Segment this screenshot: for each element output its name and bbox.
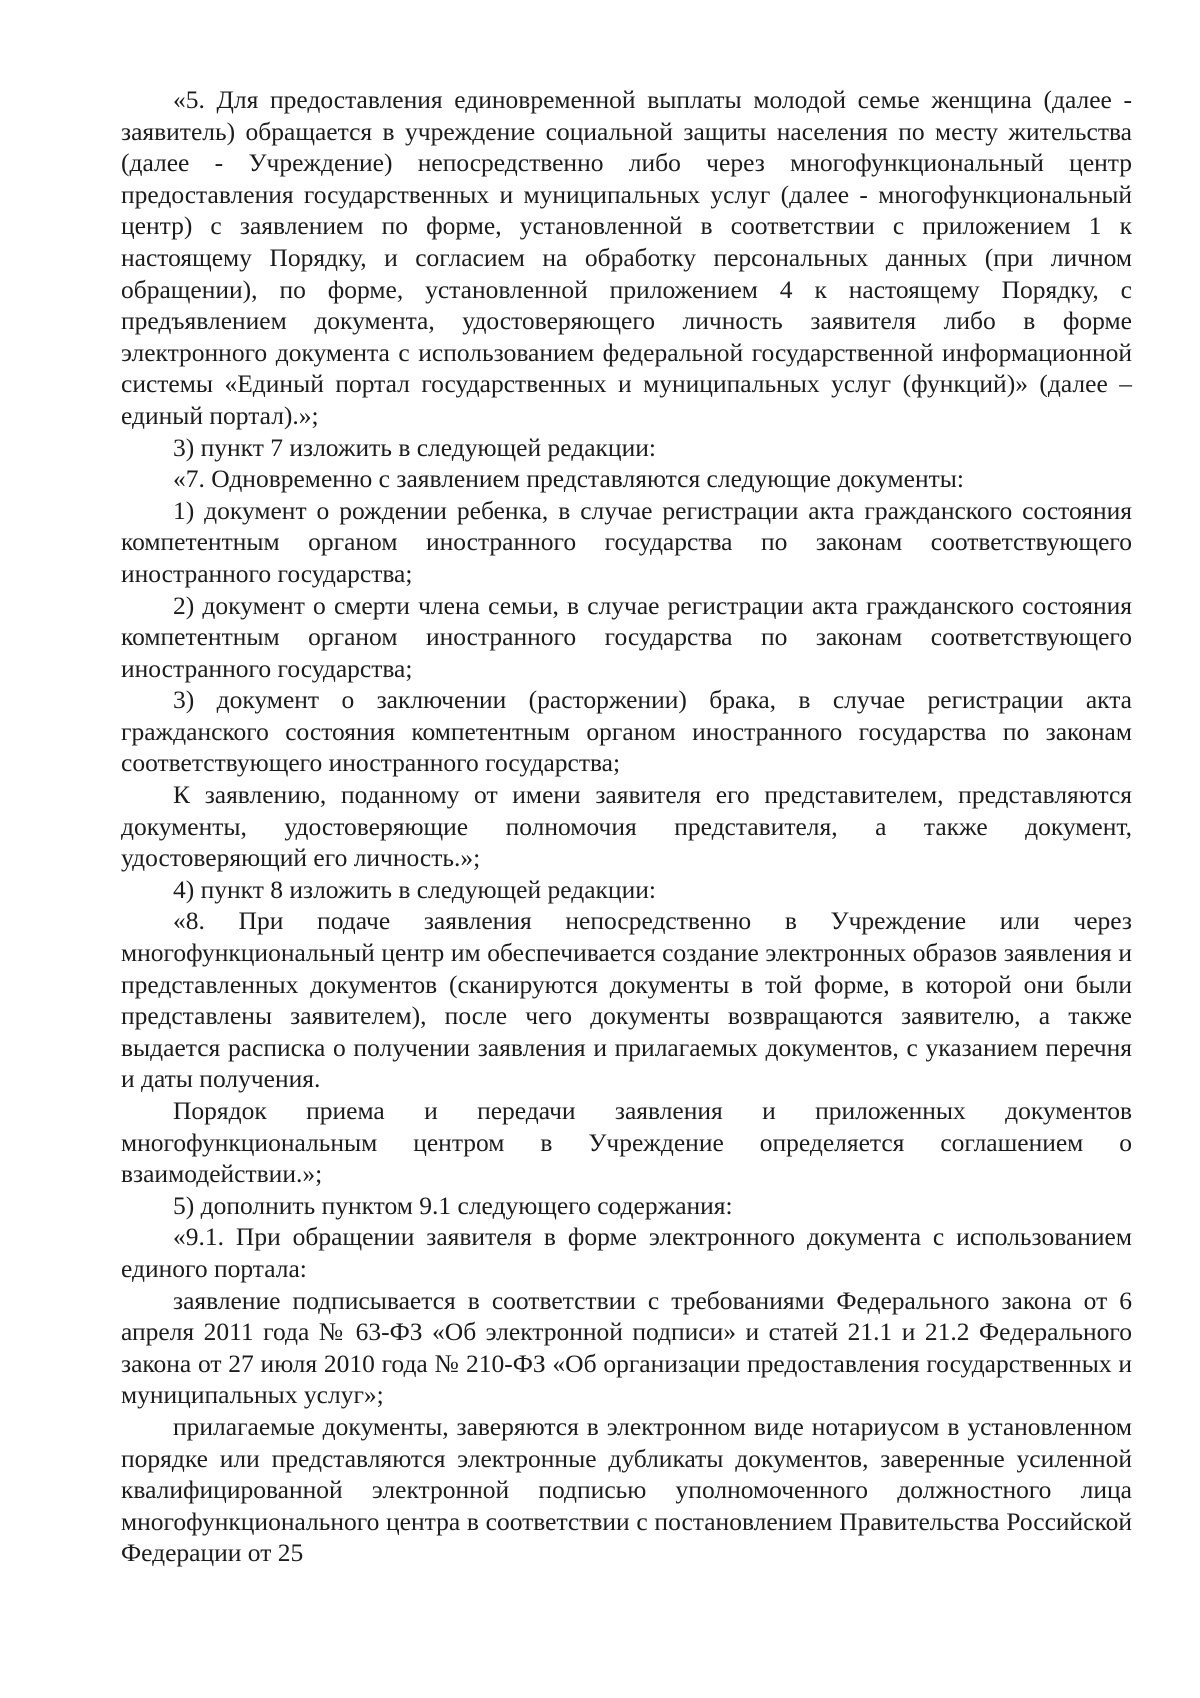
- paragraph-item-7: «7. Одновременно с заявлением представляются следующие документы:: [173, 464, 964, 494]
- paragraph-item-3-point-7: 3) пункт 7 изложить в следующей редакции:: [173, 432, 656, 462]
- paragraph-item-8: «8. При подаче заявления непосредственно в Учреждение или через многофункциональный центр им обеспечивается создание электронных образов заявления и представленных документов (сканируются документы в той форме, в которой они были представлены заявителем), после чего документы возвращаются заявителю, а также выдается расписка о получении заявления и прилагаемых документов, с указанием перечня и даты получения.: [121, 906, 1132, 1094]
- paragraph-signature-law: заявление подписывается в соответствии с требованиями Федерального закона от 6 апреля 2011 года № 63-ФЗ «Об электронной подписи» и статей 21.1 и 21.2 Федерального закона от 27 июля 2010 года № 210-ФЗ «Об организации предоставления государственных и муниципальных услуг»;: [121, 1285, 1132, 1410]
- paragraph-attached-docs: прилагаемые документы, заверяются в электронном виде нотариусом в установленном порядке или представляются электронные дубликаты документов, заверенные усиленной квалифицированной электронной подписью уполномоченного должностного лица многофункционального центра в соответствии с постановлением Правительства Российской Федерации от 25: [121, 1411, 1132, 1568]
- paragraph-item-9-1: «9.1. При обращении заявителя в форме электронного документа с использованием единого портала:: [121, 1222, 1132, 1283]
- paragraph-item-5: «5. Для предоставления единовременной выплаты молодой семье женщина (далее - заявитель) обращается в учреждение социальной защиты населения по месту жительства (далее - Учреждение) непосредственно либо через многофункциональный центр предоставления государственных и муниципальных услуг (далее - многофункциональный центр) с заявлением по форме, установленной в соответствии с приложением 1 к настоящему Порядку, и согласием на обработку персональных данных (при личном обращении), по форме, установленной приложением 4 к настоящему Порядку, с предъявлением документа, удостоверяющего личность заявителя либо в форме электронного документа с использованием федеральной государственной информационной системы «Единый портал государственных и муниципальных услуг (функций)» (далее – единый портал).»;: [121, 85, 1132, 430]
- paragraph-doc-marriage: 3) документ о заключении (расторжении) брака, в случае регистрации акта гражданского состояния компетентным органом иностранного государства по законам соответствующего иностранного государства;: [121, 685, 1132, 778]
- paragraph-doc-birth: 1) документ о рождении ребенка, в случае регистрации акта гражданского состояния компетентным органом иностранного государства по законам соответствующего иностранного государства;: [121, 495, 1132, 588]
- paragraph-procedure: Порядок приема и передачи заявления и приложенных документов многофункциональным центром в Учреждение определяется соглашением о взаимодействии.»;: [121, 1096, 1132, 1189]
- document-body: [121, 84, 1132, 1569]
- paragraph-doc-death: 2) документ о смерти члена семьи, в случае регистрации акта гражданского состояния компетентным органом иностранного государства по законам соответствующего иностранного государства;: [121, 590, 1132, 683]
- paragraph-item-5-point-9-1: 5) дополнить пунктом 9.1 следующего содержания:: [173, 1190, 733, 1220]
- paragraph-item-4-point-8: 4) пункт 8 изложить в следующей редакции:: [173, 874, 656, 904]
- paragraph-representative: К заявлению, поданному от имени заявителя его представителем, представляются документы, удостоверяющие полномочия представителя, а также документ, удостоверяющий его личность.»;: [121, 780, 1132, 873]
